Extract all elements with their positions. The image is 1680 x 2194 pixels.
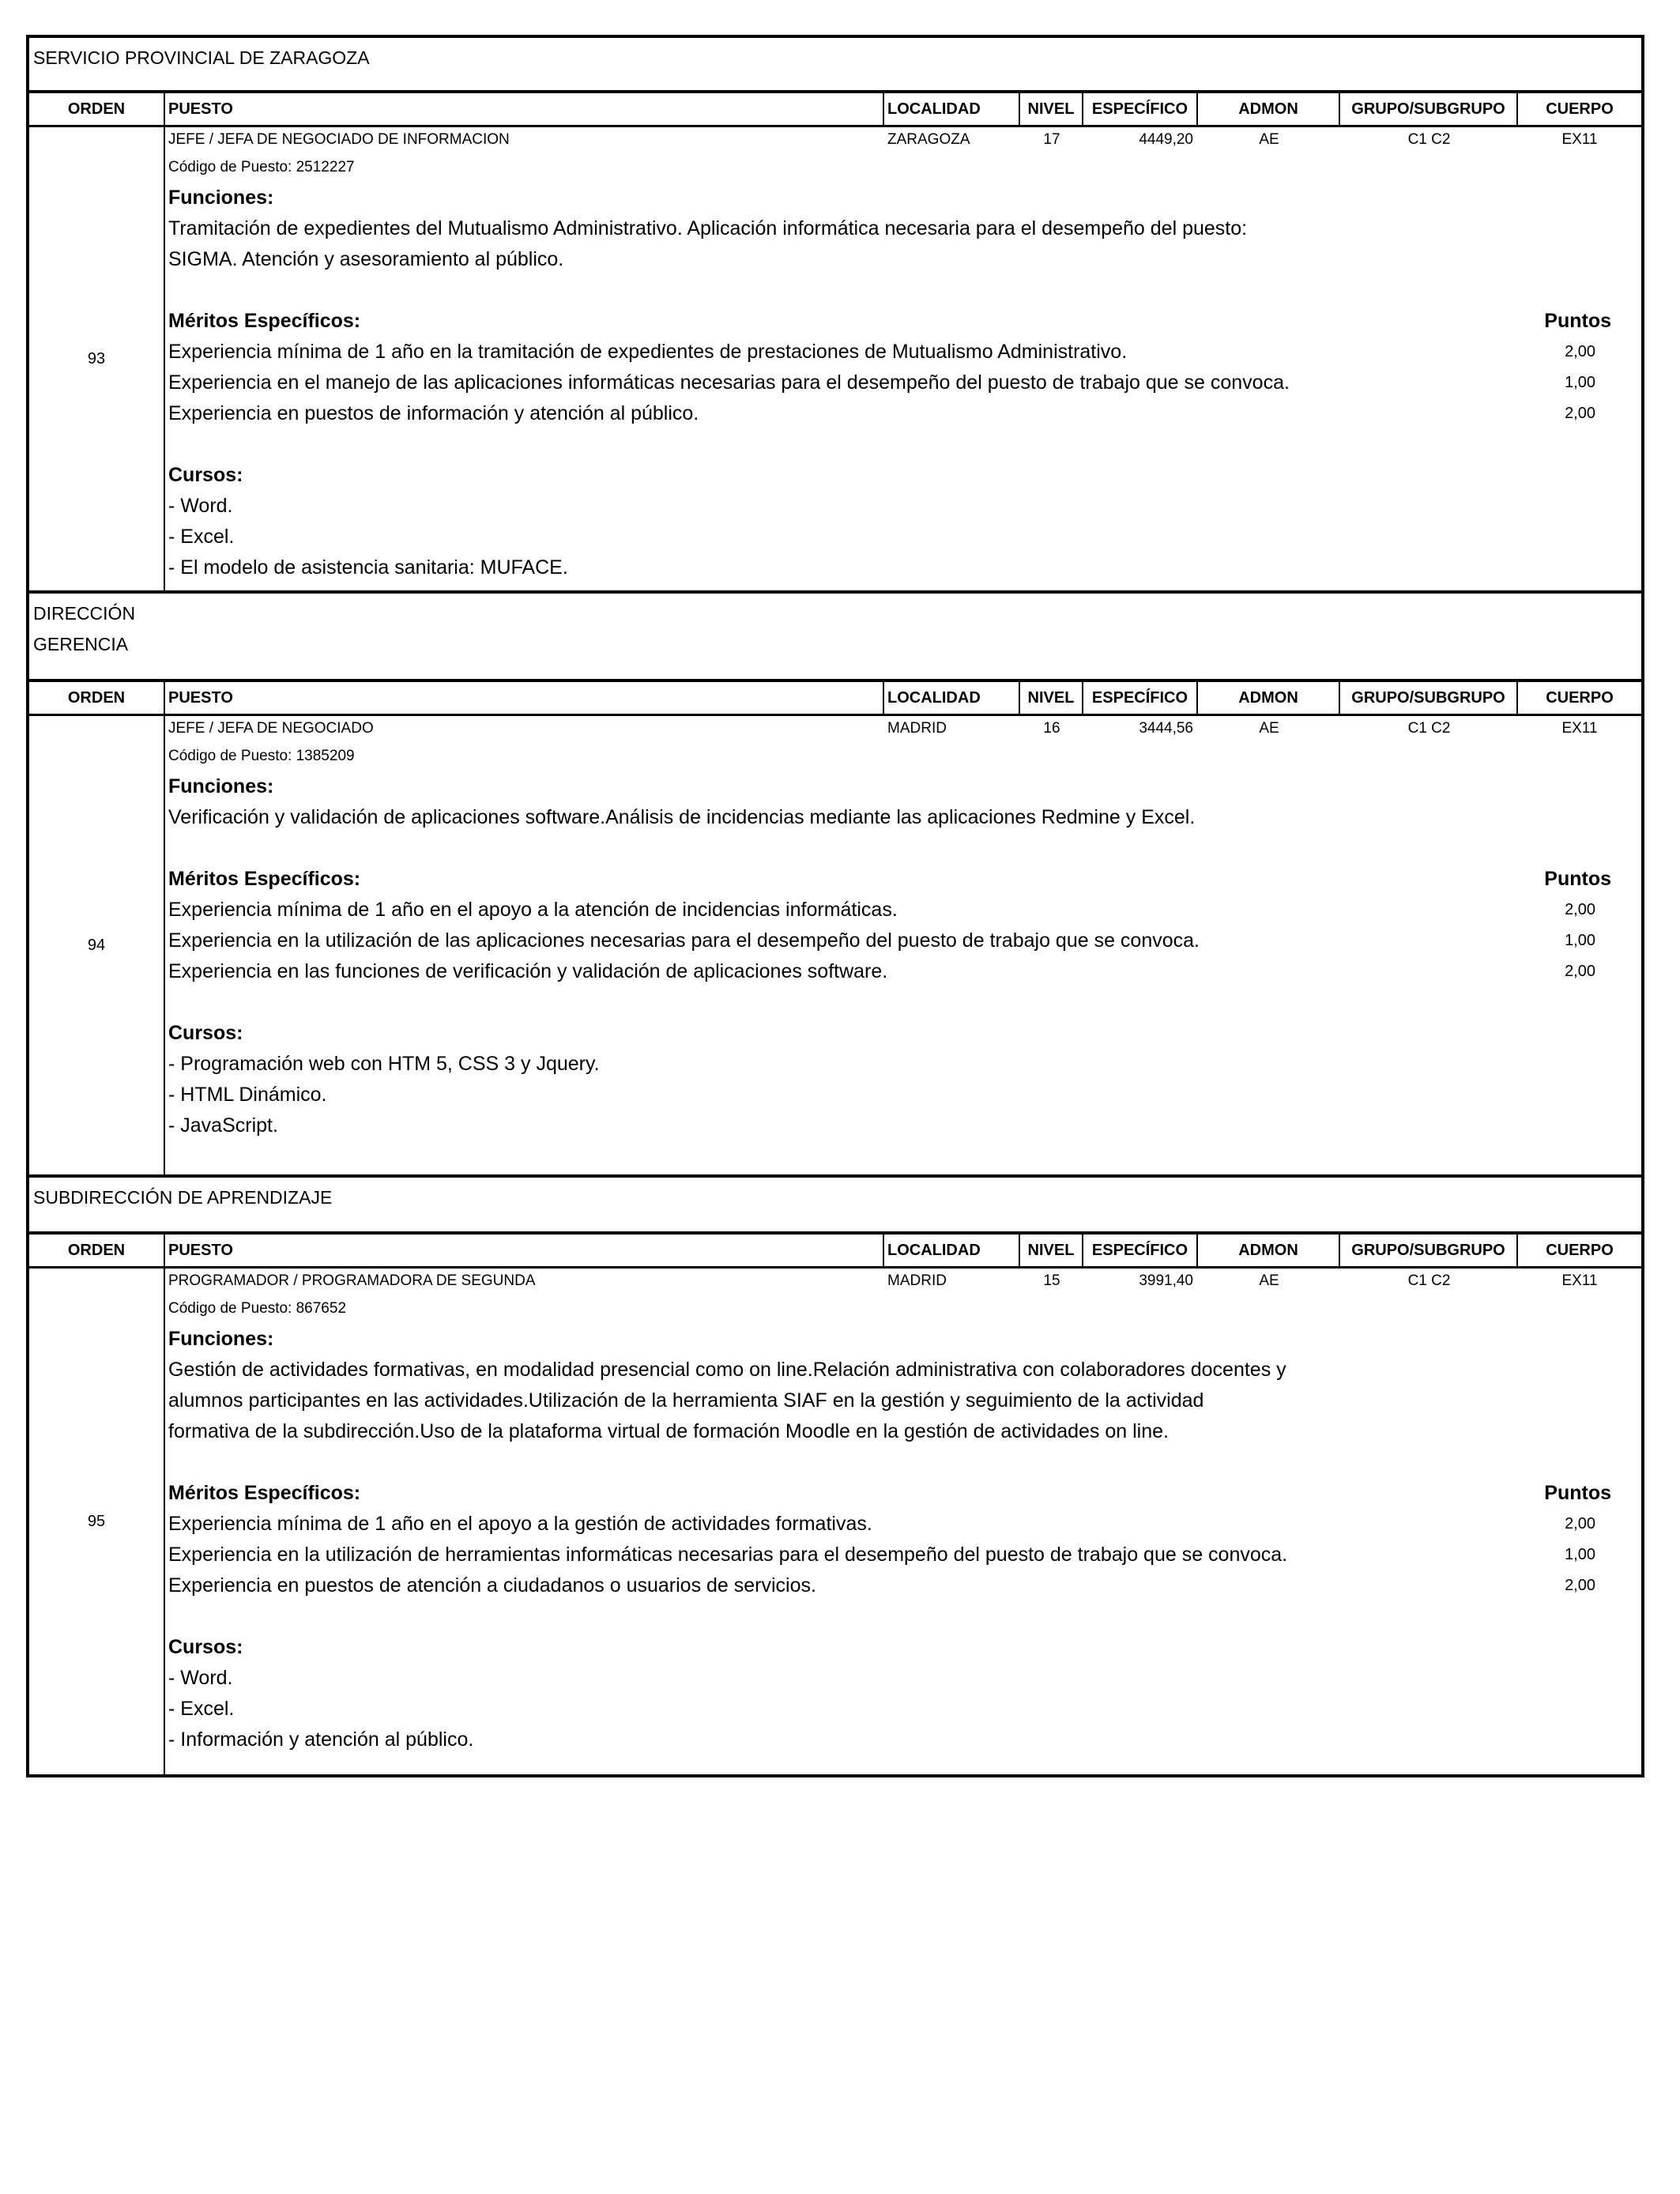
position-code: Código de Puesto: 867652: [168, 1300, 347, 1317]
col-grupo: GRUPO/SUBGRUPO: [1340, 93, 1518, 125]
meritos-header: [165, 306, 1641, 337]
funciones-label: Funciones:: [168, 1328, 274, 1350]
spacer: [165, 1601, 1641, 1632]
course-item: - Excel.: [168, 1698, 235, 1720]
localidad-value: ZARAGOZA: [887, 131, 970, 148]
orden-number: 94: [29, 716, 165, 1174]
job-entry: [29, 127, 1641, 590]
merit-row: [165, 956, 1641, 987]
funciones-line: Verificación y validación de aplicaciones software.Análisis de incidencias mediante las aplicaciones Redmine y Excel.: [168, 806, 1196, 828]
col-especifico: ESPECÍFICO: [1083, 93, 1198, 125]
meritos-header: [165, 864, 1641, 895]
course-item: - Word.: [168, 495, 233, 517]
funciones-line: Tramitación de expedientes del Mutualismo Administrativo. Aplicación informática necesaria para el desempeño del puesto:: [168, 217, 1248, 239]
spacer: [165, 429, 1641, 460]
col-admon: ADMON: [1198, 682, 1340, 714]
course-item: - El modelo de asistencia sanitaria: MUFACE.: [168, 556, 568, 579]
document-table: [26, 35, 1644, 1777]
col-admon: ADMON: [1198, 1235, 1340, 1266]
col-cuerpo: CUERPO: [1546, 100, 1614, 118]
especifico-value: 4449,20: [1139, 131, 1193, 148]
col-puesto: PUESTO: [165, 1235, 884, 1266]
merit-points: 2,00: [1565, 901, 1595, 918]
admon-value: AE: [1259, 131, 1279, 148]
merit-text: Experiencia en puestos de atención a ciudadanos o usuarios de servicios.: [168, 1574, 816, 1596]
merit-row: [165, 1540, 1641, 1570]
entry-body: [165, 127, 1641, 590]
col-cuerpo: CUERPO: [1546, 1242, 1614, 1259]
col-cuerpo: CUERPO: [1546, 689, 1614, 707]
cuerpo-value: EX11: [1561, 720, 1598, 737]
col-nivel: NIVEL: [1020, 682, 1083, 714]
col-nivel: NIVEL: [1020, 1235, 1083, 1266]
col-admon: ADMON: [1198, 93, 1340, 125]
position-title: JEFE / JEFA DE NEGOCIADO: [168, 720, 374, 737]
merit-row: [165, 1509, 1641, 1540]
cursos-label: Cursos:: [168, 464, 243, 486]
job-entry: [29, 716, 1641, 1174]
section-name: SUBDIRECCIÓN DE APRENDIZAJE: [33, 1187, 333, 1208]
funciones-line: SIGMA. Atención y asesoramiento al público.: [168, 248, 564, 270]
section-name: DIRECCIÓN: [33, 603, 136, 624]
merit-text: Experiencia en puestos de información y atención al público.: [168, 402, 699, 424]
merit-text: Experiencia en la utilización de herramientas informáticas necesarias para el desempeño del puesto de trabajo que se convoca.: [168, 1544, 1288, 1566]
meritos-header: [165, 1478, 1641, 1509]
cuerpo-value: EX11: [1561, 131, 1598, 148]
merit-points: 2,00: [1565, 1515, 1595, 1532]
position-title: JEFE / JEFA DE NEGOCIADO DE INFORMACION: [168, 131, 510, 148]
admon-value: AE: [1259, 1272, 1279, 1289]
merit-points: 2,00: [1565, 1577, 1595, 1594]
especifico-value: 3991,40: [1139, 1272, 1193, 1289]
puntos-label: Puntos: [1544, 1482, 1611, 1504]
spacer: [165, 833, 1641, 864]
col-puesto: PUESTO: [165, 682, 884, 714]
merit-points: 2,00: [1565, 405, 1595, 422]
funciones-line: alumnos participantes en las actividades.Utilización de la herramienta SIAF en la gestión y seguimiento de la actividad: [168, 1389, 1204, 1412]
col-grupo: GRUPO/SUBGRUPO: [1340, 682, 1518, 714]
position-summary-row: [165, 127, 1641, 153]
merit-points: 2,00: [1565, 963, 1595, 980]
position-code: Código de Puesto: 2512227: [168, 159, 355, 175]
col-orden: ORDEN: [29, 682, 165, 714]
col-orden: ORDEN: [29, 1235, 165, 1266]
col-grupo: GRUPO/SUBGRUPO: [1340, 1235, 1518, 1266]
section-header: [29, 1174, 1641, 1231]
entry-body: [165, 1269, 1641, 1774]
col-localidad: LOCALIDAD: [884, 93, 1020, 125]
course-item: - JavaScript.: [168, 1114, 278, 1137]
col-orden: ORDEN: [29, 93, 165, 125]
merit-row: [165, 368, 1641, 398]
meritos-label: Méritos Específicos:: [168, 868, 361, 890]
course-item: - Word.: [168, 1667, 233, 1689]
course-item: - Programación web con HTM 5, CSS 3 y Jquery.: [168, 1053, 600, 1075]
merit-text: Experiencia mínima de 1 año en la tramitación de expedientes de prestaciones de Mutualismo Administrativo.: [168, 341, 1128, 363]
col-especifico: ESPECÍFICO: [1083, 682, 1198, 714]
section-name: SERVICIO PROVINCIAL DE ZARAGOZA: [33, 47, 370, 68]
cuerpo-value: EX11: [1561, 1272, 1598, 1289]
orden-number: 95: [29, 1269, 165, 1774]
localidad-value: MADRID: [887, 720, 947, 737]
grupo-value: C1 C2: [1407, 1272, 1451, 1289]
localidad-value: MADRID: [887, 1272, 947, 1289]
admon-value: AE: [1259, 720, 1279, 737]
nivel-value: 17: [1043, 131, 1060, 148]
col-especifico: ESPECÍFICO: [1083, 1235, 1198, 1266]
funciones-label: Funciones:: [168, 187, 274, 209]
position-summary-row: [165, 716, 1641, 741]
course-item: - Excel.: [168, 526, 235, 548]
merit-row: [165, 895, 1641, 925]
merit-row: [165, 1570, 1641, 1601]
col-localidad: LOCALIDAD: [884, 1235, 1020, 1266]
entry-body: [165, 716, 1641, 1174]
merit-points: 1,00: [1565, 1546, 1595, 1563]
spacer: [165, 987, 1641, 1018]
merit-text: Experiencia mínima de 1 año en el apoyo a la gestión de actividades formativas.: [168, 1513, 872, 1535]
column-header-row: [29, 1231, 1641, 1269]
col-nivel: NIVEL: [1020, 93, 1083, 125]
merit-row: [165, 925, 1641, 956]
merit-text: Experiencia mínima de 1 año en el apoyo a la atención de incidencias informáticas.: [168, 899, 898, 921]
section-name: GERENCIA: [33, 634, 129, 654]
grupo-value: C1 C2: [1407, 720, 1451, 737]
funciones-line: formativa de la subdirección.Uso de la plataforma virtual de formación Moodle en la gestión de actividades on line.: [168, 1420, 1169, 1442]
merit-row: [165, 337, 1641, 368]
funciones-line: Gestión de actividades formativas, en modalidad presencial como on line.Relación administrativa con colaboradores docentes y: [168, 1359, 1286, 1381]
meritos-label: Méritos Específicos:: [168, 1482, 361, 1504]
meritos-label: Méritos Específicos:: [168, 310, 361, 332]
section-header: [29, 590, 1641, 679]
nivel-value: 15: [1043, 1272, 1060, 1289]
funciones-label: Funciones:: [168, 775, 274, 797]
col-localidad: LOCALIDAD: [884, 682, 1020, 714]
job-entry: [29, 1269, 1641, 1774]
column-header-row: [29, 679, 1641, 716]
nivel-value: 16: [1043, 720, 1060, 737]
puntos-label: Puntos: [1544, 310, 1611, 332]
section-header: [29, 35, 1641, 90]
column-header-row: [29, 90, 1641, 127]
col-puesto: PUESTO: [165, 93, 884, 125]
course-item: - HTML Dinámico.: [168, 1084, 327, 1106]
especifico-value: 3444,56: [1139, 720, 1193, 737]
merit-row: [165, 398, 1641, 429]
orden-number: 93: [29, 127, 165, 590]
merit-text: Experiencia en la utilización de las aplicaciones necesarias para el desempeño del puesto de trabajo que se convoca.: [168, 929, 1200, 952]
spacer: [165, 275, 1641, 306]
position-summary-row: [165, 1269, 1641, 1294]
cursos-label: Cursos:: [168, 1022, 243, 1044]
merit-points: 1,00: [1565, 374, 1595, 391]
cursos-label: Cursos:: [168, 1636, 243, 1658]
merit-text: Experiencia en las funciones de verificación y validación de aplicaciones software.: [168, 960, 888, 982]
merit-points: 2,00: [1565, 343, 1595, 360]
course-item: - Información y atención al público.: [168, 1728, 474, 1751]
puntos-label: Puntos: [1544, 868, 1611, 890]
position-code: Código de Puesto: 1385209: [168, 748, 355, 764]
merit-text: Experiencia en el manejo de las aplicaciones informáticas necesarias para el desempeño del puesto de trabajo que se convoca.: [168, 371, 1290, 394]
position-title: PROGRAMADOR / PROGRAMADORA DE SEGUNDA: [168, 1272, 536, 1289]
merit-points: 1,00: [1565, 932, 1595, 949]
spacer: [165, 1447, 1641, 1478]
grupo-value: C1 C2: [1407, 131, 1451, 148]
